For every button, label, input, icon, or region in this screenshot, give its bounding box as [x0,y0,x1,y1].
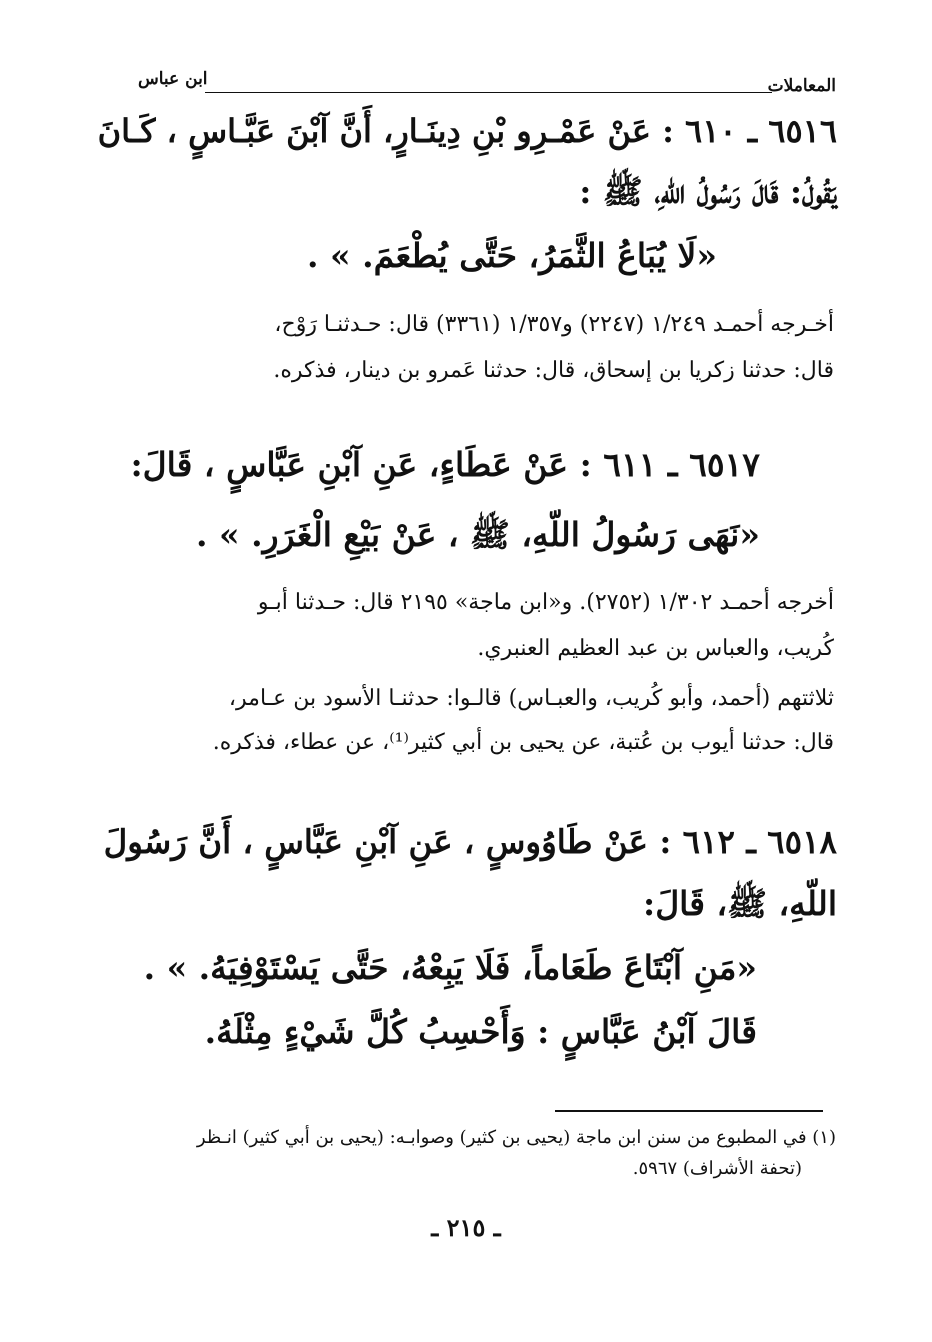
hadith-2-source-4: قال: حدثنا أيوب بن عُتبة، عن يحيى بن أبي كثير⁽¹⁾، عن عطاء، فذكره. [212,730,834,755]
hadith-2-source-3: ثلاثتهم (أحمد، وأبو كُريب، والعبـاس) قالـوا: حدثنـا الأسود بن عـامر، [228,686,834,711]
hadith-3-line-2: اللّهِ، ﷺ، قَالَ: [643,884,837,923]
hadith-3-matn: «مَنِ آبْتَاعَ طَعَاماً، فَلَا يَبِعْهُ، حَتَّى يَسْتَوْفِيَهُ. » . [143,948,757,987]
hadith-1-source-2: قال: حدثنا زكريا بن إسحاق، قال: حدثنا عَمرو بن دينار، فذكره. [273,358,834,383]
header-chapter: المعاملات [767,76,836,96]
header-narrator: ابن عباس [138,69,208,89]
hadith-1-matn: «لَا يُبَاعُ الثَّمَرُ، حَتَّى يُطْعَمَ. » . [307,236,717,275]
hadith-1-line-1: ٦٥١٦ ـ ٦١٠ : عَنْ عَمْـرِو بْنِ دِينَـارٍ، أَنَّ آبْنَ عَبَّـاسٍ ، كَـانَ [97,112,837,150]
hadith-2-line-1: ٦٥١٧ ـ ٦١١ : عَنْ عَطَاءٍ، عَنِ آبْنِ عَبَّاسٍ ، قَالَ: [130,445,760,484]
footnote-line-2: (تحفة الأشراف) ٥٩٦٧. [632,1158,802,1179]
footnote-line-1: (١) في المطبوع من سنن ابن ماجة (يحيى بن كثير) وصوابـه: (يحيى بن أبي كثير) انـظر [196,1127,836,1148]
hadith-3-line-1: ٦٥١٨ ـ ٦١٢ : عَنْ طَاوُوسٍ ، عَنِ آبْنِ عَبَّاسٍ ، أَنَّ رَسُولَ [103,822,837,861]
hadith-2-matn: «نَهَى رَسُولُ اللّهِ، ﷺ ، عَنْ بَيْعِ الْغَرَرِ. » . [196,515,760,554]
hadith-2-source-1: أخرجه أحمـد ١/٣٠٢ (٢٧٥٢). و«ابن ماجة» ٢١٩٥ قال: حـدثنا أبـو [257,590,834,615]
header-rule [205,92,772,93]
hadith-3-ibn-abbas-comment: قَالَ آبْنُ عَبَّاسٍ : وَأَحْسِبُ كُلَّ شَيْءٍ مِثْلَهُ. [204,1012,757,1051]
hadith-1-source-1: أخـرجه أحمـد ١/٢٤٩ (٢٢٤٧) و١/٣٥٧ (٣٣٦١) قال: حـدثنـا رَوْح، [274,312,834,337]
hadith-2-source-2: كُريب، والعباس بن عبد العظيم العنبري. [477,636,834,661]
footnote-rule [555,1110,823,1112]
page-number: ـ ٢١٥ ـ [431,1213,501,1242]
hadith-1-line-2: يَقُولُ: قَالَ رَسُولُ اللّهِ، ﷺ : [579,172,837,211]
